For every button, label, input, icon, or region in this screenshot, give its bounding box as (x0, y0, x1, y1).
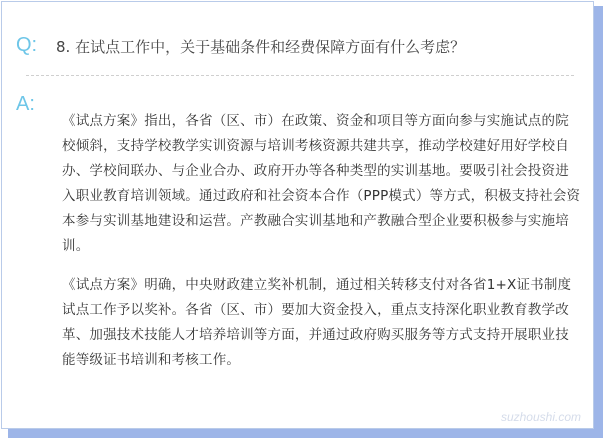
question-label: Q: (16, 34, 38, 56)
answer-paragraph: 《试点方案》指出，各省（区、市）在政策、资金和项目等方面向参与实施试点的院校倾斜，支持学校教学实训资源与培训考核资源共建共享，推动学校建好用好学校自办、学校间联办、与企业合办、政府开办等各种类型的实训基地。要吸引社会投资进入职业教育培训领域。通过政府和社会资本合作（PPP模式）等方式，积极支持社会资本参与实训基地建设和运营。产教融合实训基地和产教融合型企业要积极参与实施培训。 (62, 113, 581, 254)
dashed-divider (26, 75, 574, 76)
question-text: 8. 在试点工作中，关于基础条件和经费保障方面有什么考虑？ (56, 38, 466, 56)
answer-body (62, 109, 582, 387)
qa-card (1, 1, 594, 429)
watermark: suzhoushi.com (500, 410, 581, 424)
answer-paragraph: 《试点方案》明确，中央财政建立奖补机制，通过相关转移支付对各省1+X证书制度试点工作予以奖补。各省（区、市）要加大资金投入，重点支持深化职业教育教学改革、加强技术技能人才培养培训等方面，并通过政府购买服务等方式支持开展职业技能等级证书培训和考核工作。 (62, 277, 572, 368)
answer-label: A: (16, 93, 35, 115)
